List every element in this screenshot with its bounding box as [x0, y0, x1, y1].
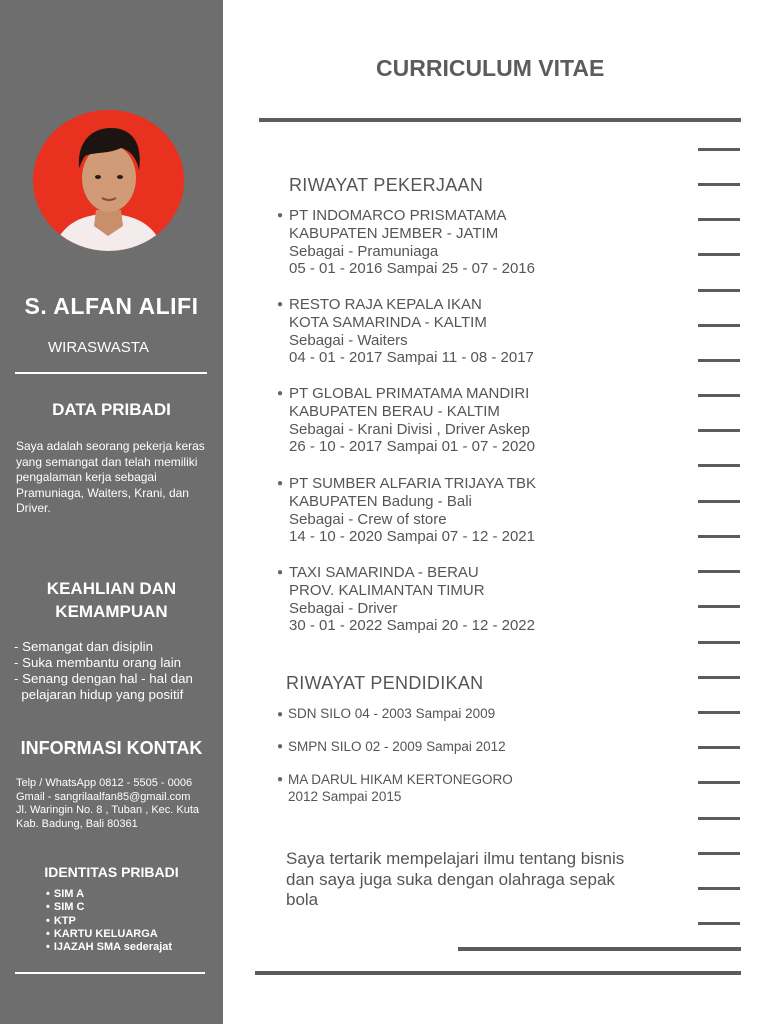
decor-dash [698, 148, 740, 151]
identitas-item: • KTP [46, 915, 172, 928]
decor-dash [698, 641, 740, 644]
profile-photo [33, 110, 184, 251]
education-line: SDN SILO 04 - 2003 Sampai 2009 [288, 706, 496, 721]
profile-name: S. ALFAN ALIFI [24, 293, 199, 319]
education-line: 2012 Sampai 2015 [288, 789, 402, 804]
decor-dash [698, 500, 740, 503]
decor-dash [698, 676, 740, 679]
job-location: KOTA SAMARINDA - KALTIM [289, 313, 487, 331]
identitas-item: • SIM C [46, 901, 172, 914]
job-location: KABUPATEN Badung - Bali [289, 492, 472, 510]
job-entry [289, 475, 536, 546]
contact-email: Gmail - sangrilaalfan85@gmail.com [16, 790, 191, 803]
data-pribadi-heading: DATA PRIBADI [52, 400, 171, 419]
job-period: 30 - 01 - 2022 Sampai 20 - 12 - 2022 [289, 617, 535, 635]
bullet-icon: ● [277, 774, 284, 785]
skills-heading-line2: KEMAMPUAN [55, 602, 168, 621]
contact-heading: INFORMASI KONTAK [20, 738, 203, 758]
sidebar [0, 0, 223, 1024]
job-company: PT INDOMARCO PRISMATAMA [289, 207, 507, 224]
job-period: 26 - 10 - 2017 Sampai 01 - 07 - 2020 [289, 438, 535, 456]
bullet-icon: ● [277, 741, 284, 752]
decor-dash [698, 817, 740, 820]
decor-dash [698, 324, 740, 327]
work-heading: RIWAYAT PEKERJAAN [289, 175, 484, 195]
identitas-item: • KARTU KELUARGA [46, 928, 172, 941]
identitas-item: • SIM A [46, 888, 172, 901]
decor-dash [698, 746, 740, 749]
divider [15, 372, 207, 374]
bullet-icon: ● [277, 709, 284, 720]
education-item [288, 771, 513, 805]
job-location: KABUPATEN JEMBER - JATIM [289, 224, 499, 242]
skill-item: pelajaran hidup yang positif [14, 687, 184, 702]
job-company: PT GLOBAL PRIMATAMA MANDIRI [289, 385, 530, 402]
decor-dash [698, 535, 740, 538]
education-item [288, 738, 506, 755]
decor-dash [698, 253, 740, 256]
job-position: Sebagai - Pramuniaga [289, 242, 439, 260]
bullet-icon: ● [277, 388, 284, 399]
decor-dash [698, 887, 740, 890]
bullet-icon: ● [277, 567, 284, 578]
decor-dash [698, 570, 740, 573]
job-location: KABUPATEN BERAU - KALTIM [289, 402, 500, 420]
skills-list [14, 639, 219, 703]
skill-item: - Semangat dan disiplin [14, 639, 153, 654]
education-heading: RIWAYAT PENDIDIKAN [286, 673, 484, 693]
job-location: PROV. KALIMANTAN TIMUR [289, 581, 485, 599]
title-rule [259, 118, 741, 122]
decor-dash [698, 359, 740, 362]
job-entry [289, 207, 535, 278]
identitas-list [46, 888, 172, 954]
job-period: 04 - 01 - 2017 Sampai 11 - 08 - 2017 [289, 349, 534, 367]
decor-dash [698, 429, 740, 432]
decor-dash [698, 852, 740, 855]
decor-dash [698, 183, 740, 186]
skill-item: - Suka membantu orang lain [14, 655, 182, 670]
footer-rule [255, 971, 741, 975]
identitas-item: • IJAZAH SMA sederajat [46, 941, 172, 954]
education-line: SMPN SILO 02 - 2009 Sampai 2012 [288, 739, 506, 754]
contact-phone: Telp / WhatsApp 0812 - 5505 - 0006 [16, 777, 193, 789]
education-line: MA DARUL HIKAM KERTONEGORO [288, 772, 513, 787]
profile-occupation: WIRASWASTA [48, 339, 149, 356]
data-pribadi-text: Saya adalah seorang pekerja keras yang semangat dan telah memiliki pengalaman kerja sebagai Pramuniaga, Waiters, Krani, dan Driver. [16, 439, 205, 515]
decor-dash [698, 781, 740, 784]
job-company: TAXI SAMARINDA - BERAU [289, 564, 479, 581]
decor-dash [698, 218, 740, 221]
contact-info [16, 777, 221, 831]
education-item [288, 705, 495, 722]
job-period: 14 - 10 - 2020 Sampai 07 - 12 - 2021 [289, 528, 535, 546]
job-period: 05 - 01 - 2016 Sampai 25 - 07 - 2016 [289, 260, 535, 278]
job-entry [289, 564, 535, 635]
decor-dash [698, 394, 740, 397]
skills-heading-line1: KEAHLIAN DAN [46, 579, 177, 598]
bullet-icon: ● [277, 478, 284, 489]
bullet-icon: ● [277, 210, 284, 221]
job-entry [289, 296, 534, 367]
job-company: RESTO RAJA KEPALA IKAN [289, 296, 482, 313]
contact-address-line2: Kab. Badung, Bali 80361 [16, 817, 138, 830]
bullet-icon: ● [277, 299, 284, 310]
contact-address: Jl. Waringin No. 8 , Tuban , Kec. Kuta [16, 804, 200, 816]
page-title: CURRICULUM VITAE [376, 55, 605, 81]
job-entry [289, 385, 535, 456]
decor-dash [698, 605, 740, 608]
closing-statement: Saya tertarik mempelajari ilmu tentang bisnis dan saya juga suka dengan olahraga sepak bola [286, 849, 625, 909]
decor-dash [698, 289, 740, 292]
decor-dash [698, 922, 740, 925]
job-company: PT SUMBER ALFARIA TRIJAYA TBK [289, 475, 537, 492]
job-position: Sebagai - Krani Divisi , Driver Askep [289, 420, 530, 438]
skill-item: - Senang dengan hal - hal dan [14, 671, 193, 686]
divider [15, 972, 205, 974]
job-position: Sebagai - Crew of store [289, 510, 447, 528]
identitas-heading: IDENTITAS PRIBADI [44, 864, 179, 880]
footer-rule [458, 947, 741, 951]
decor-dash [698, 464, 740, 467]
job-position: Sebagai - Waiters [289, 331, 408, 349]
job-position: Sebagai - Driver [289, 599, 398, 617]
decor-dash [698, 711, 740, 714]
